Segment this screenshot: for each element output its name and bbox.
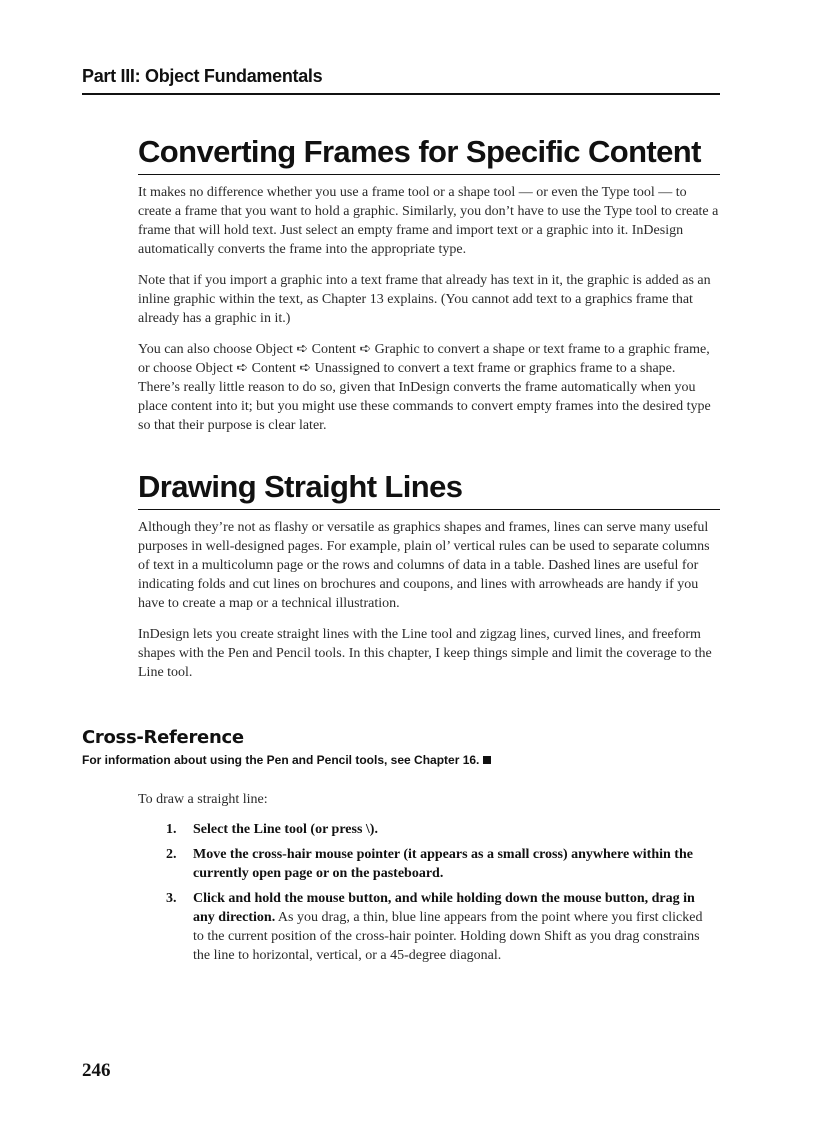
list-item [166, 820, 714, 839]
page-number: 246 [82, 1060, 111, 1081]
steps-list [166, 820, 714, 971]
running-head: Part III: Object Fundamentals [82, 66, 720, 95]
paragraph: It makes no difference whether you use a frame tool or a shape tool — or even the Type tool — to create a frame that you want to hold a graphic. Similarly, you don’t have to use the Type tool to create a frame that will hold text. Just select an empty frame and import text or a graphic into it. InDesign automatically converts the frame into the appropriate type. [138, 185, 719, 257]
step-number: 1. [166, 822, 177, 837]
step-number: 3. [166, 891, 177, 906]
paragraph: You can also choose Object ➪ Content ➪ Graphic to convert a shape or text frame to a graphic frame, or choose Object ➪ Content ➪ Unassigned to convert a text frame or graphics frame to a shape. There’s really little reason to do so, given that InDesign converts the frame automatically when you place content into it; but you might use these commands to convert empty frames into the desired type so that their purpose is clear later. [138, 342, 711, 433]
section-heading-drawing-lines: Drawing Straight Lines [138, 467, 720, 510]
step-bold: Select the Line tool (or press \). [193, 822, 378, 837]
cross-reference-body [82, 753, 722, 767]
end-mark-icon [483, 756, 491, 764]
paragraph: Although they’re not as flashy or versatile as graphics shapes and frames, lines can serve many useful purposes in well-designed pages. For example, plain ol’ vertical rules can be used to separate columns of text in a multicolumn page or the rows and columns of data in a table. Dashed lines are useful for indicating folds and cut lines on brochures and coupons, and lines with arrowheads are handy if you have to create a map or a technical illustration. [138, 520, 710, 611]
step-rest: As you drag, a thin, blue line appears from the point where you first clicked to the current position of the cross-hair pointer. Holding down Shift as you drag constrains the line to horizontal, vertical, or a 45-degree diagonal. [193, 910, 703, 963]
step-bold: Move the cross-hair mouse pointer (it appears as a small cross) anywhere within the currently open page or on the pasteboard. [193, 847, 693, 881]
step-bold: Click and hold the mouse button, and while holding down the mouse button, drag in any direction. [193, 891, 695, 925]
steps-intro: To draw a straight line: [138, 792, 268, 807]
step-number: 2. [166, 847, 177, 862]
paragraph: Note that if you import a graphic into a text frame that already has text in it, the graphic is added as an inline graphic within the text, as Chapter 13 explains. (You cannot add text to a graphics frame that already has a graphic in it.) [138, 273, 711, 326]
step-text [193, 820, 714, 839]
cross-reference-text: For information about using the Pen and Pencil tools, see Chapter 16. [82, 753, 480, 767]
main-content [138, 132, 720, 694]
section-heading-converting-frames: Converting Frames for Specific Content [138, 132, 720, 175]
paragraph: InDesign lets you create straight lines with the Line tool and zigzag lines, curved lines, and freeform shapes with the Pen and Pencil tools. In this chapter, I keep things simple and limit the coverage to the Line tool. [138, 627, 712, 680]
cross-reference-title: Cross-Reference [82, 727, 244, 748]
step-text [193, 889, 714, 965]
list-item [166, 889, 714, 965]
list-item [166, 845, 714, 883]
cross-reference-box [82, 727, 722, 767]
step-text [193, 845, 714, 883]
